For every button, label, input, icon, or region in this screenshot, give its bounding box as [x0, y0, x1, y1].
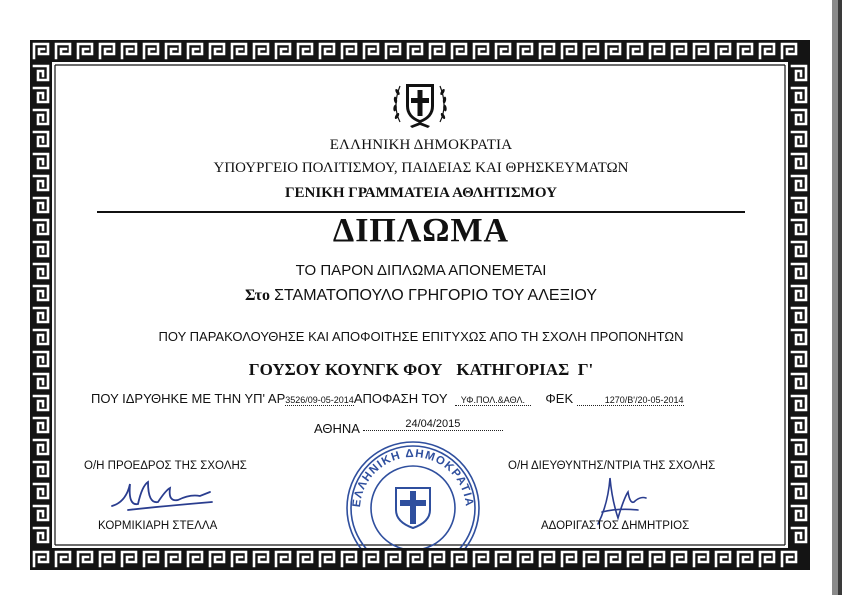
- right-signature: [588, 474, 648, 526]
- issue-date: 24/04/2015: [363, 418, 503, 431]
- recipient-name: ΣΤΑΜΑΤΟΠΟΥΛΟ ΓΡΗΓΟΡΙΟ ΤΟΥ ΑΛΕΞΙΟΥ: [274, 287, 598, 304]
- republic-heading: ΕΛΛΗΝΙΚΗ ΔΗΜΟΚΡΑΤΙΑ: [329, 137, 513, 153]
- decision-label: ΑΠΟΦΑΣΗ ΤΟΥ: [353, 391, 448, 406]
- founding-line: [91, 391, 791, 406]
- recipient-line: [0, 287, 842, 305]
- diploma-title: ΔΙΠΛΩΜΑ: [332, 212, 510, 249]
- school-category-label: ΚΑΤΗΓΟΡΙΑΣ: [456, 360, 570, 379]
- fek-label: ΦΕΚ: [545, 391, 574, 406]
- right-signatory-name: ΑΔΟΡΙΓΑΣΤΟΣ ΔΗΜΗΤΡΙΟΣ: [541, 520, 690, 532]
- coat-of-arms-icon: [388, 76, 452, 132]
- recipient-prefix: Στο: [244, 287, 271, 304]
- left-signature: [108, 476, 218, 518]
- fek-ref: 1270/Β'/20-05-2014: [577, 395, 684, 406]
- decision-ref: 3526/09-05-2014: [285, 395, 354, 405]
- place-name: ΑΘΗΝΑ: [314, 421, 360, 436]
- left-signatory-name: ΚΟΡΜΙΚΙΑΡΗ ΣΤΕΛΛΑ: [98, 520, 218, 532]
- school-sport: ΓΟΥΣΟΥ ΚΟΥΝΓΚ ΦΟΥ: [248, 360, 443, 379]
- seal-text: ΕΛΛΗΝΙΚΗ ΔΗΜΟΚΡΑΤΙΑ: [350, 447, 476, 508]
- school-line: [0, 360, 842, 380]
- founding-text: ΠΟΥ ΙΔΡΥΘΗΚΕ ΜΕ ΤΗΝ ΥΠ' ΑΡ: [91, 391, 286, 406]
- right-signatory-role: Ο/Η ΔΙΕΥΘΥΝΤΗΣ/ΝΤΡΙΑ ΤΗΣ ΣΧΟΛΗΣ: [508, 460, 716, 472]
- completion-statement: ΠΟΥ ΠΑΡΑΚΟΛΟΥΘΗΣΕ ΚΑΙ ΑΠΟΦΟΙΤΗΣΕ ΕΠΙΤΥΧΩΣ ΑΠΟ ΤΗ ΣΧΟΛΗ ΠΡΟΠΟΝΗΤΩΝ: [158, 329, 684, 344]
- decision-authority: ΥΦ.ΠΟΛ.&ΑΘΛ.: [455, 395, 531, 406]
- ministry-heading: ΥΠΟΥΡΓΕΙΟ ΠΟΛΙΤΙΣΜΟΥ, ΠΑΙΔΕΙΑΣ ΚΑΙ ΘΡΗΣΚΕΥΜΑΤΩΝ: [213, 160, 629, 176]
- school-category-value: Γ': [577, 360, 594, 379]
- official-seal-stamp: [338, 430, 488, 548]
- award-statement: ΤΟ ΠΑΡΟΝ ΔΙΠΛΩΜΑ ΑΠΟΝΕΜΕΤΑΙ: [295, 262, 547, 279]
- secretariat-heading: ΓΕΝΙΚΗ ΓΡΑΜΜΑΤΕΙΑ ΑΘΛΗΤΙΣΜΟΥ: [285, 185, 557, 201]
- left-signatory-role: Ο/Η ΠΡΟΕΔΡΟΣ ΤΗΣ ΣΧΟΛΗΣ: [84, 460, 247, 472]
